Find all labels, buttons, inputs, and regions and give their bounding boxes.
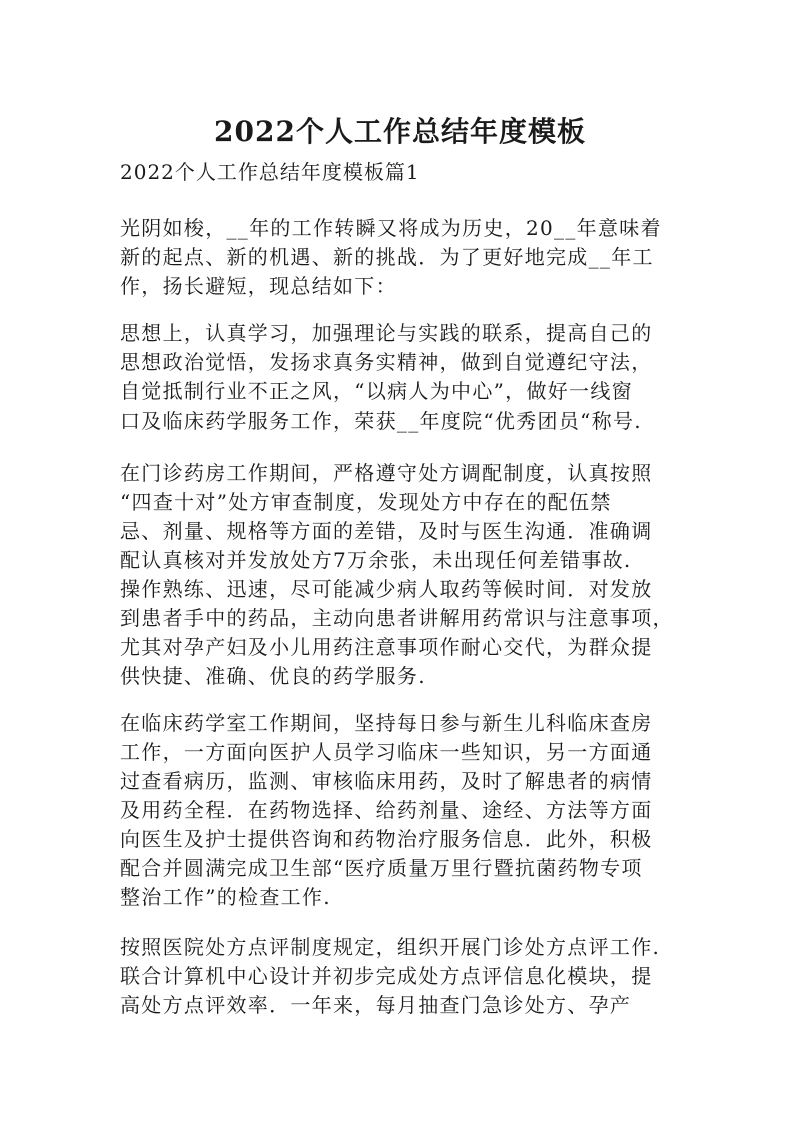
paragraph-3-line-6: 到患者手中的药品，主动向患者讲解用药常识与注意事项， [120,606,674,630]
paragraph-4-line-1: 在临床药学室工作期间，坚持每日参与新生儿科临床查房 [120,711,653,735]
paragraph-3-line-1: 在门诊药房工作期间，严格遵守处方调配制度，认真按照 [120,461,653,485]
paragraph-1-line-1: 光阴如梭，__年的工作转瞬又将成为历史，20__年意味着 [120,216,662,240]
paragraph-5-line-3: 高处方点评效率．一年来，每月抽查门急诊处方、孕产 [120,993,632,1017]
paragraph-1-line-2: 新的起点、新的机遇、新的挑战．为了更好地完成__年工 [120,245,654,269]
paragraph-3-line-7: 尤其对孕产妇及小儿用药注意事项作耐心交代，为群众提 [120,635,653,659]
paragraph-1-line-3: 作，扬长避短，现总结如下： [120,274,397,298]
paragraph-5-line-2: 联合计算机中心设计并初步完成处方点评信息化模块，提 [120,964,653,988]
paragraph-3-line-4: 配认真核对并发放处方7万余张，未出现任何差错事故. [120,548,632,572]
paragraph-4-line-2: 工作，一方面向医护人员学习临床一些知识，另一方面通 [120,740,653,764]
paragraph-2-line-4: 口及临床药学服务工作，荣获__年度院“优秀团员“称号. [120,409,642,433]
document-subtitle: 2022个人工作总结年度模板篇1 [120,160,420,184]
paragraph-3-line-8: 供快捷、准确、优良的药学服务. [120,664,426,688]
paragraph-4-line-4: 及用药全程．在药物选择、给药剂量、途经、方法等方面 [120,798,653,822]
paragraph-3-line-5: 操作熟练、迅速，尽可能减少病人取药等候时间．对发放 [120,577,653,601]
paragraph-3-line-3: 忌、剂量、规格等方面的差错，及时与医生沟通．准确调 [120,519,653,543]
document-title: 2022个人工作总结年度模板 [214,115,586,148]
paragraph-2-line-1: 思想上，认真学习，加强理论与实践的联系，提高自己的 [120,321,653,345]
paragraph-4-line-6: 配合并圆满完成卫生部“医疗质量万里行暨抗菌药物专项 [120,856,643,880]
paragraph-4-line-5: 向医生及护士提供咨询和药物治疗服务信息．此外，积极 [120,827,653,851]
paragraph-3-line-2: “四查十对”处方审查制度，发现处方中存在的配伍禁 [120,490,612,514]
paragraph-2-line-3: 自觉抵制行业不正之风，“以病人为中心”，做好一线窗 [120,379,633,403]
paragraph-5-line-1: 按照医院处方点评制度规定，组织开展门诊处方点评工作. [120,935,661,959]
paragraph-4-line-3: 过查看病历，监测、审核临床用药，及时了解患者的病情 [120,769,653,793]
paragraph-4-line-7: 整治工作”的检查工作. [120,885,331,909]
paragraph-2-line-2: 思想政治觉悟，发扬求真务实精神，做到自觉遵纪守法， [120,350,653,374]
